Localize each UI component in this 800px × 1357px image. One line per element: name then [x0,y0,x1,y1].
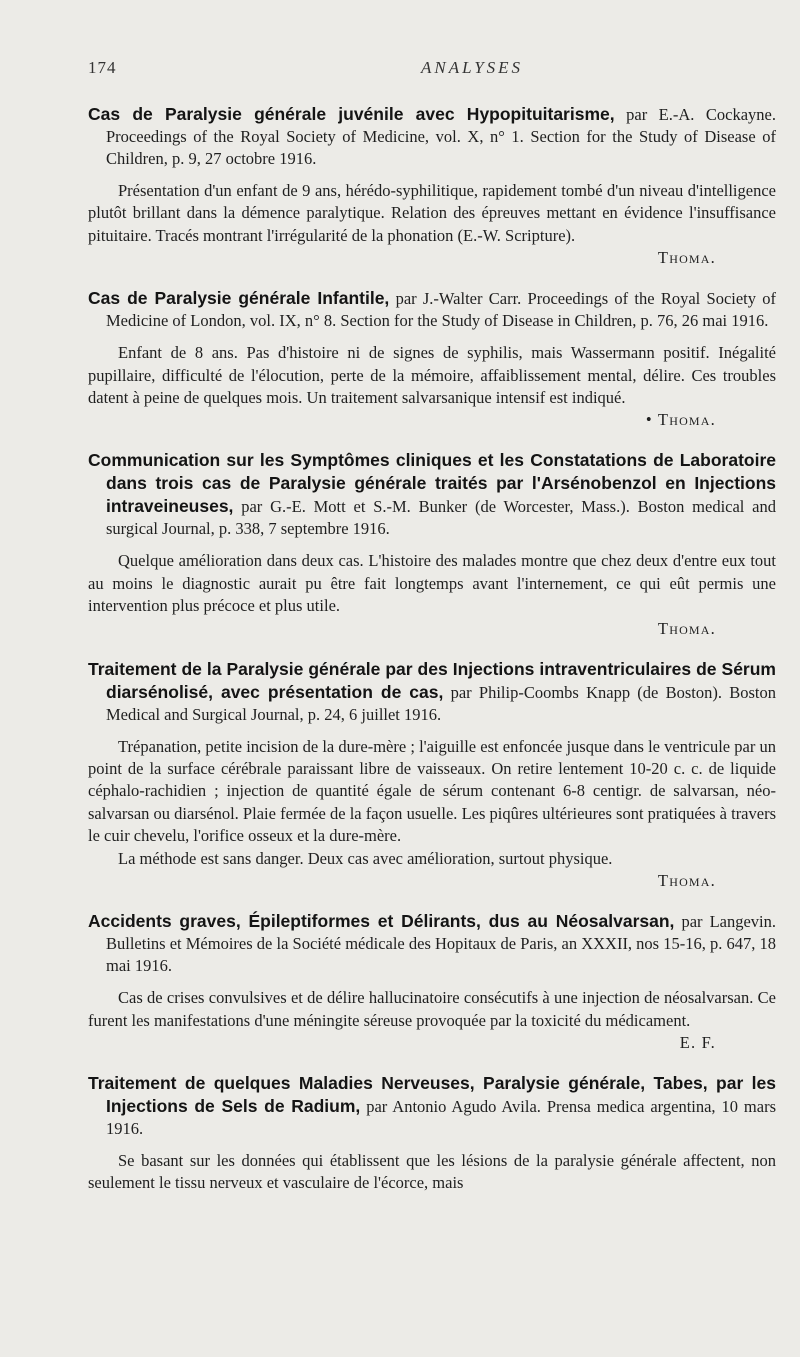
article-paragraph: Trépanation, petite incision de la dure-mère ; l'aiguille est enfoncée jusque dans le ventricule par un point de la surface cérébrale paraissant libre de vaisseaux. On retire lentement 10-20 c. c. de liquide céphalo-rachidien ; injection de quantité égale de sérum contenant 6-8 centigr. de salvarsan, néo-salvarsan ou diarsénol. Plaie fermée de la façon usuelle. Les piqûres ultérieures sont pratiquées à travers le cuir chevelu, l'orifice osseux et la dure-mère. [88,736,776,846]
article-paragraph: Présentation d'un enfant de 9 ans, hérédo-syphilitique, rapidement tombé d'un niveau d'intelligence plutôt brillant dans la démence paralytique. Relation des épreuves mettant en évidence l'insuffisance pituitaire. Tracés montrant l'irrégularité de la phonation (E.-W. Scripture). [88,181,776,245]
article-signature: Thoma. [657,618,716,638]
article-reference: par J.-Walter Carr. Proceedings of the Royal Society of Medicine of London, vol. IX, n° 8. Section for the Study of Disease in Children, p. 76, 26 mai 1916. [106,289,777,331]
article-title: Cas de Paralysie générale Infantile, [88,288,390,309]
article-signature: • Thoma. [645,410,716,430]
article-heading [88,287,776,332]
article-reference: par Antonio Agudo Avila. Prensa medica argentina, 10 mars 1916. [106,1096,777,1138]
article-signature: Thoma. [657,871,716,891]
article-reference: par Philip-Coombs Knapp (de Boston). Boston Medical and Surgical Journal, p. 24, 6 juillet 1916. [106,682,777,724]
article-2 [88,287,776,431]
article-paragraph: La méthode est sans danger. Deux cas avec amélioration, surtout physique. [118,848,613,868]
article-6 [88,1072,776,1195]
page-header [88,58,776,92]
article-signature: Thoma. [657,248,716,268]
article-heading [88,103,776,170]
article-title: Traitement de quelques Maladies Nerveuses, Paralysie générale, Tabes, par les Injections de Sels de Radium, [88,1072,776,1116]
article-title: Communication sur les Symptômes cliniques et les Constatations de Laboratoire dans trois cas de Paralysie générale traités par l'Arsénobenzol en Injections intraveineuses, [88,450,776,517]
article-paragraph: Cas de crises convulsives et de délire hallucinatoire consécutifs à une injection de néosalvarsan. Ce furent les manifestations d'une méningite séreuse provoquée par la toxicité du médicament. [88,988,776,1030]
article-reference: par G.-E. Mott et S.-M. Bunker (de Worcester, Mass.). Boston medical and surgical Journal, p. 338, 7 septembre 1916. [106,497,777,539]
running-title: ANALYSES [420,58,524,77]
article-heading [88,658,776,726]
article-5 [88,910,776,1054]
article-heading [88,449,776,540]
article-paragraph: Enfant de 8 ans. Pas d'histoire ni de signes de syphilis, mais Wassermann positif. Inégalité pupillaire, difficulté de l'élocution, perte de la mémoire, affaiblissement mental, délire. Ces troubles datent à peine de quelques mois. Un traitement salvarsanique intensif est indiqué. [88,343,776,408]
article-title: Cas de Paralysie générale juvénile avec Hypopituitarisme, [88,104,615,124]
article-title: Accidents graves, Épileptiformes et Délirants, dus au Néosalvarsan, [88,911,675,932]
article-title: Traitement de la Paralysie générale par des Injections intraventriculaires de Sérum diarsénolisé, avec présentation de cas, [88,658,776,702]
article-reference: par E.-A. Cockayne. Proceedings of the Royal Society of Medicine, vol. X, n° 1. Section for the Study of Disease of Children, p. 9, 27 octobre 1916. [106,105,777,168]
article-heading [88,1072,776,1140]
article-heading [88,910,776,977]
article-paragraph: Se basant sur les données qui établissent que les lésions de la paralysie générale affectent, non seulement le tissu nerveux et vasculaire de l'écorce, mais [88,1150,776,1193]
article-reference: par Langevin. Bulletins et Mémoires de la Société médicale des Hopitaux de Paris, an XXXII, nos 15-16, p. 647, 18 mai 1916. [106,912,777,976]
article-4 [88,658,776,892]
page-number: 174 [88,58,117,77]
article-paragraph: Quelque amélioration dans deux cas. L'histoire des malades montre que chez deux d'entre eux tout au moins le diagnostic aurait pu être fait longtemps avant l'internement, ce qui eût permis une intervention plus précoce et plus utile. [88,551,776,616]
article-signature: E. F. [679,1032,716,1052]
article-1 [88,103,776,269]
article-3 [88,449,776,639]
